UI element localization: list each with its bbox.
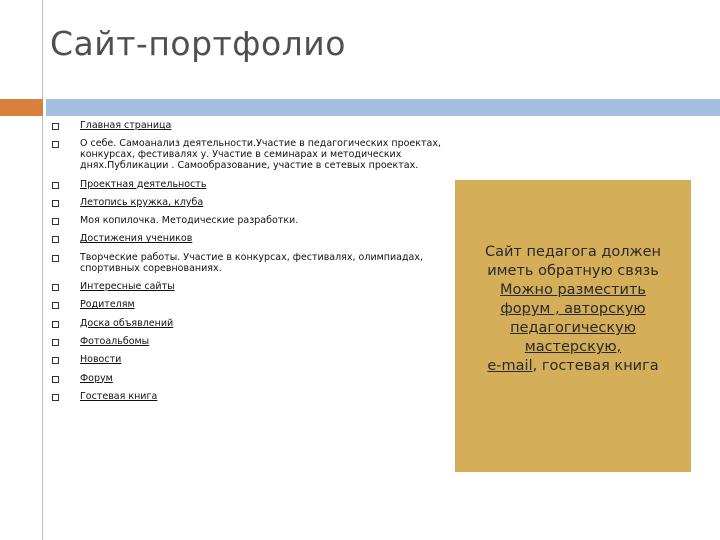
list-item-label: О себе. Самоанализ деятельности.Участие в педагогических проектах, конкурсах, фестивалях у. Участие в семинарах и методических днях.Публикации . Самообразование, участие в сетевых проектах. xyxy=(80,138,441,172)
square-bullet-icon xyxy=(52,182,59,189)
callout-line: мастерскую, xyxy=(524,339,622,355)
list-item[interactable] xyxy=(52,391,452,402)
list-item-label[interactable]: Проектная деятельность xyxy=(80,178,207,190)
list-item xyxy=(52,215,452,226)
list-item[interactable] xyxy=(52,179,452,190)
square-bullet-icon xyxy=(52,236,59,243)
list-item[interactable] xyxy=(52,281,452,292)
list-item-label[interactable]: Гостевая книга xyxy=(80,390,158,402)
list-item xyxy=(52,138,452,171)
list-item-label[interactable]: Летопись кружка, клуба xyxy=(80,196,204,208)
list-item-label[interactable]: Новости xyxy=(80,354,122,366)
list-item-label[interactable]: Доска объявлений xyxy=(80,317,174,329)
square-bullet-icon xyxy=(52,200,59,207)
callout-line: Сайт педагога должен xyxy=(484,244,662,260)
list-item[interactable] xyxy=(52,233,452,244)
list-item xyxy=(52,252,452,274)
square-bullet-icon xyxy=(52,123,59,130)
email-link[interactable]: e-mail xyxy=(487,358,533,374)
square-bullet-icon xyxy=(52,339,59,346)
list-item-label[interactable]: Форум xyxy=(80,372,113,384)
list-item-label[interactable]: Достижения учеников xyxy=(80,233,193,245)
list-item[interactable] xyxy=(52,336,452,347)
callout-line-email xyxy=(455,357,691,376)
list-item-label[interactable]: Родителям xyxy=(80,299,135,311)
list-item-label: Моя копилочка. Методические разработки. xyxy=(80,215,299,227)
list-item[interactable] xyxy=(52,354,452,365)
title-band xyxy=(46,99,720,116)
square-bullet-icon xyxy=(52,321,59,328)
callout-guestbook-text: , гостевая книга xyxy=(532,358,659,374)
square-bullet-icon xyxy=(52,394,59,401)
list-item[interactable] xyxy=(52,120,452,131)
square-bullet-icon xyxy=(52,255,59,262)
callout-line: иметь обратную связь xyxy=(487,263,659,279)
square-bullet-icon xyxy=(52,302,59,309)
slide-title: Сайт-портфолио xyxy=(50,24,346,63)
list-item[interactable] xyxy=(52,197,452,208)
callout-line: Можно разместить xyxy=(500,282,646,298)
list-item[interactable] xyxy=(52,299,452,310)
feedback-callout-box xyxy=(455,180,691,472)
list-item[interactable] xyxy=(52,373,452,384)
list-item-label[interactable]: Фотоальбомы xyxy=(80,335,150,347)
square-bullet-icon xyxy=(52,376,59,383)
list-item-label[interactable]: Интересные сайты xyxy=(80,281,175,293)
site-sections-list xyxy=(52,120,452,409)
list-item[interactable] xyxy=(52,318,452,329)
callout-line: форум , авторскую xyxy=(500,301,646,317)
list-item-label[interactable]: Главная страница xyxy=(80,120,172,131)
callout-line: педагогическую xyxy=(510,320,636,336)
square-bullet-icon xyxy=(52,357,59,364)
left-divider-line xyxy=(42,0,43,540)
square-bullet-icon xyxy=(52,284,59,291)
square-bullet-icon xyxy=(52,218,59,225)
square-bullet-icon xyxy=(52,141,59,148)
list-item-label: Творческие работы. Участие в конкурсах, фестивалях, олимпиадах, спортивных соревнованиях. xyxy=(80,251,424,274)
title-band-accent xyxy=(0,99,43,116)
